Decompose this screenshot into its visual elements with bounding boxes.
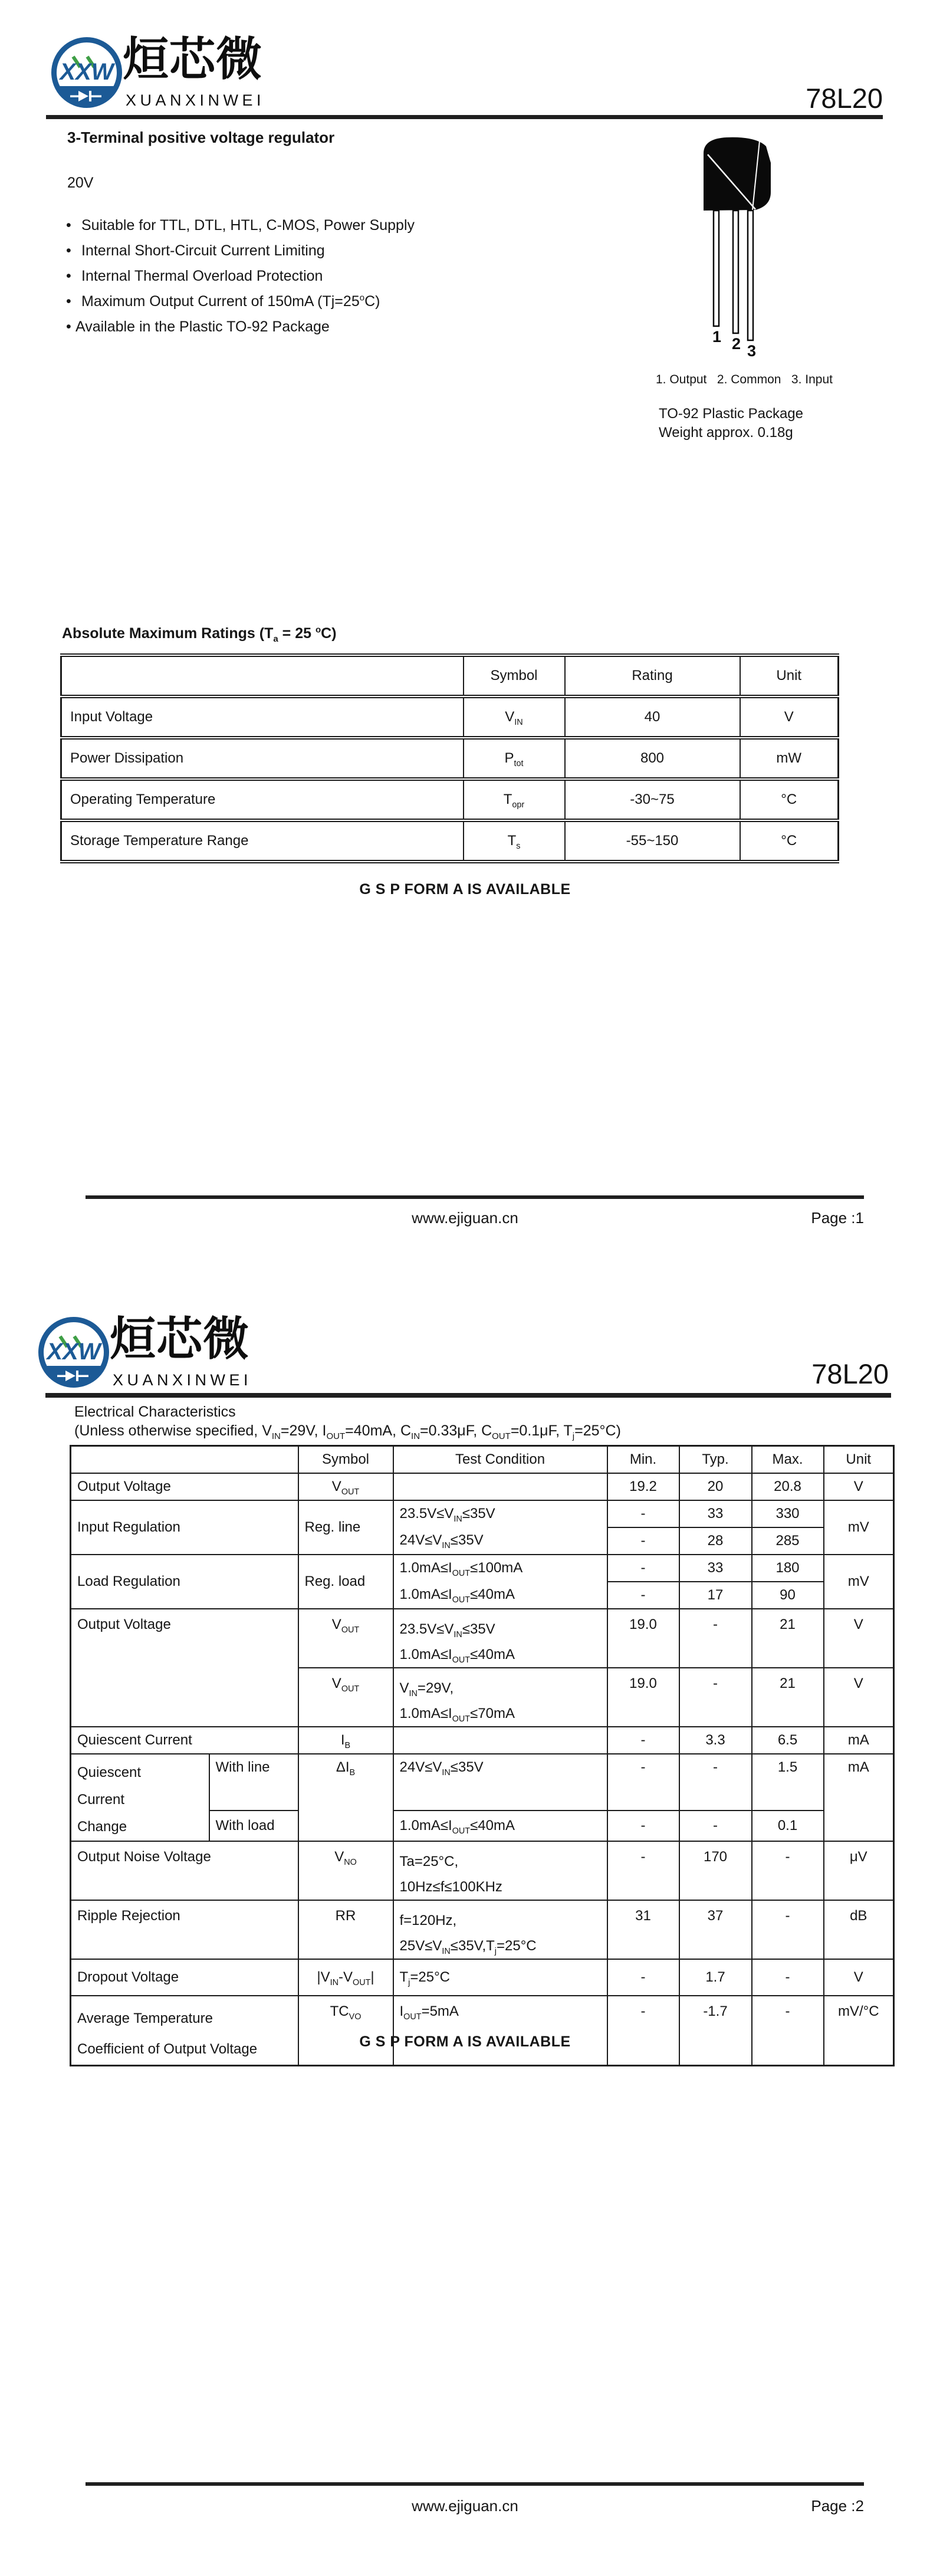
brand-name-cn: 烜芯微 [123, 33, 263, 86]
max-header-cell: Max. [752, 1446, 824, 1473]
min-cell: - [607, 1555, 679, 1582]
rating-cell: 40 [565, 696, 740, 738]
footer-website: www.ejiguan.cn [412, 2497, 518, 2515]
typ-cell: - [679, 1668, 752, 1727]
max-cell: 180 [752, 1555, 824, 1582]
pin-number: 2 [732, 335, 741, 353]
typ-cell: - [679, 1609, 752, 1668]
symbol-header-cell: Symbol [464, 655, 565, 696]
to92-package-drawing [696, 134, 784, 362]
feature-text: Internal Short-Circuit Current Limiting [81, 242, 325, 259]
param-cell: Power Dissipation [61, 738, 464, 779]
section-title: Electrical Characteristics [74, 1404, 236, 1420]
feature-item [66, 242, 415, 268]
feature-text: Maximum Output Current of 150mA $(Tj=25^oC)$ [81, 293, 380, 310]
logo-mark-icon [38, 1316, 110, 1388]
param-cell: Quiescent Current Change [71, 1754, 209, 1841]
electrical-characteristics-table [70, 1445, 895, 2066]
cond-header-cell: Test Condition [393, 1446, 607, 1473]
bullet-icon: • [66, 242, 71, 259]
typ-cell: 17 [679, 1582, 752, 1609]
footer-website: www.ejiguan.cn [412, 1209, 518, 1227]
row-ripple-rejection [71, 1900, 894, 1959]
to92-lead [714, 211, 719, 326]
max-cell: 1.5 [752, 1754, 824, 1811]
unit-cell: μV [824, 1841, 894, 1900]
cond-cell [393, 1727, 607, 1754]
table-row [61, 738, 839, 779]
cond-cell: $23.5V\le V_{IN}\le 35V$ [393, 1500, 607, 1527]
bullet-icon: • [66, 217, 71, 234]
brand-logo [38, 1315, 297, 1398]
max-cell: 285 [752, 1527, 824, 1555]
row-output-voltage [71, 1473, 894, 1500]
pin-number: 3 [747, 342, 757, 360]
min-cell: - [607, 1500, 679, 1527]
gsp-notice: G S P FORM A IS AVAILABLE [359, 881, 571, 898]
unit-header-cell: Unit [740, 655, 839, 696]
param-cell: Operating Temperature [61, 779, 464, 820]
row-quiescent-change [71, 1754, 894, 1811]
unit-cell: V [824, 1473, 894, 1500]
param-cell: Input Voltage [61, 696, 464, 738]
symbol-cell: $T_{opr}$ [464, 779, 565, 820]
typ-cell: 33 [679, 1500, 752, 1527]
cond-cell: $24V\le V_{IN}\le 35V$ [393, 1754, 607, 1811]
typ-cell: 28 [679, 1527, 752, 1555]
abs-max-title: Absolute Maximum Ratings ($T_a = 25$ $^o$C) [62, 625, 337, 644]
symbol-cell: $|V_{IN}-V_{OUT}|$ [298, 1959, 393, 1996]
part-number: 78L20 [806, 83, 883, 114]
to92-lead [733, 211, 738, 333]
symbol-cell: $TC_{VO}$ [298, 1996, 393, 2066]
footer-page-label: Page :1 [811, 1209, 864, 1227]
cond-cell: $23.5V\le V_{IN}\le 35V$ $1.0mA\le I_{OUT}\le 40mA$ [393, 1609, 607, 1668]
feature-text: Available in the Plastic TO-92 Package [75, 318, 330, 335]
param-cell: Quiescent Current [71, 1727, 298, 1754]
min-cell: - [607, 1811, 679, 1841]
cond-cell: $1.0mA\le I_{OUT}\le 40mA$ [393, 1582, 607, 1609]
unit-cell: mV [824, 1555, 894, 1609]
cond-cell: f=120Hz, $25V\le V_{IN}\le 35V,T_j=25^\circ C$ [393, 1900, 607, 1959]
param-cell: Load Regulation [71, 1555, 298, 1609]
typ-cell: 20 [679, 1473, 752, 1500]
min-cell: 19.0 [607, 1609, 679, 1668]
bullet-icon: • [66, 293, 71, 310]
cond-cell: $I_{OUT}=5mA$ [393, 1996, 607, 2066]
unit-cell: °C [740, 779, 839, 820]
table-row [61, 779, 839, 820]
feature-item [66, 318, 415, 344]
unit-cell: mV/°C [824, 1996, 894, 2066]
row-dropout-voltage [71, 1959, 894, 1996]
max-cell: 330 [752, 1500, 824, 1527]
feature-item [66, 217, 415, 242]
min-cell: - [607, 1996, 679, 2066]
max-cell: 6.5 [752, 1727, 824, 1754]
max-cell: - [752, 1900, 824, 1959]
typ-cell: - [679, 1811, 752, 1841]
symbol-cell: $V_{OUT}$ [298, 1668, 393, 1727]
typ-cell: - [679, 1754, 752, 1811]
bullet-icon: • [66, 268, 71, 284]
min-cell: - [607, 1727, 679, 1754]
symbol-cell: Reg. line [298, 1500, 393, 1555]
package-caption [659, 405, 803, 442]
cond-cell: $1.0mA\le I_{OUT}\le 100mA$ [393, 1555, 607, 1582]
param-cell: Storage Temperature Range [61, 820, 464, 862]
logo-monogram: XXW [60, 59, 114, 85]
cond-cell: $24V\le V_{IN}\le 35V$ [393, 1527, 607, 1555]
param-cell: Average Temperature Coefficient of Output Voltage [71, 1996, 298, 2066]
brand-logo [51, 35, 310, 118]
gsp-notice: G S P FORM A IS AVAILABLE [359, 2033, 571, 2050]
min-cell: - [607, 1527, 679, 1555]
row-quiescent-current [71, 1727, 894, 1754]
row-temp-coefficient [71, 1996, 894, 2066]
rating-header-cell: Rating [565, 655, 740, 696]
pin-legend: 1. Output 2. Common 3. Input [656, 373, 833, 386]
typ-cell: 33 [679, 1555, 752, 1582]
unit-cell: dB [824, 1900, 894, 1959]
typ-cell: 1.7 [679, 1959, 752, 1996]
feature-text: Suitable for TTL, DTL, HTL, C-MOS, Power Supply [81, 217, 415, 234]
brand-name-en: XUANXINWEI [113, 1371, 252, 1389]
table-header-row [61, 655, 839, 696]
symbol-cell: $T_s$ [464, 820, 565, 862]
param-cell: Ripple Rejection [71, 1900, 298, 1959]
row-output-voltage-range [71, 1609, 894, 1668]
header-rule [46, 115, 883, 119]
symbol-cell: $V_{IN}$ [464, 696, 565, 738]
logo-monogram: XXW [47, 1339, 101, 1365]
feature-item [66, 293, 415, 318]
max-cell: - [752, 1959, 824, 1996]
typ-cell: -1.7 [679, 1996, 752, 2066]
rating-cell: 800 [565, 738, 740, 779]
header-rule [45, 1393, 891, 1398]
brand-name-en: XUANXINWEI [126, 91, 265, 109]
max-cell: 90 [752, 1582, 824, 1609]
param-cell: Dropout Voltage [71, 1959, 298, 1996]
to92-body [704, 137, 771, 211]
to92-lead [748, 211, 753, 340]
symbol-cell: $P_{tot}$ [464, 738, 565, 779]
unit-cell: V [824, 1668, 894, 1727]
logo-mark-icon [51, 37, 123, 109]
typ-header-cell: Typ. [679, 1446, 752, 1473]
param-cell: Output Voltage [71, 1609, 298, 1727]
unit-header-cell: Unit [824, 1446, 894, 1473]
param-cell: Input Regulation [71, 1500, 298, 1555]
max-cell: 21 [752, 1609, 824, 1668]
symbol-cell: $V_{OUT}$ [298, 1609, 393, 1668]
cond-cell: $V_{IN}=29V$, $1.0mA\le I_{OUT}\le 70mA$ [393, 1668, 607, 1727]
symbol-cell: $V_{NO}$ [298, 1841, 393, 1900]
abs-max-table [60, 653, 839, 863]
part-number: 78L20 [811, 1358, 889, 1389]
max-cell: 21 [752, 1668, 824, 1727]
param-cell: Output Voltage [71, 1473, 298, 1500]
rating-cell: -55~150 [565, 820, 740, 862]
unit-cell: V [740, 696, 839, 738]
param-cell: Output Noise Voltage [71, 1841, 298, 1900]
symbol-cell: RR [298, 1900, 393, 1959]
max-cell: - [752, 1841, 824, 1900]
row-load-regulation [71, 1555, 894, 1582]
unit-cell: °C [740, 820, 839, 862]
row-input-regulation [71, 1500, 894, 1527]
unit-cell: mV [824, 1500, 894, 1555]
output-voltage-value: 20V [67, 175, 94, 191]
table-row [61, 820, 839, 862]
unit-cell: V [824, 1609, 894, 1668]
param-header-cell [71, 1446, 298, 1473]
typ-cell: 3.3 [679, 1727, 752, 1754]
unit-cell: mA [824, 1727, 894, 1754]
subrow-label-cell: With line [209, 1754, 298, 1811]
typ-cell: 170 [679, 1841, 752, 1900]
cond-cell [393, 1473, 607, 1500]
min-cell: 19.2 [607, 1473, 679, 1500]
footer-rule [86, 1195, 864, 1199]
test-conditions: (Unless otherwise specified, $V_{IN}=29V$, $I_{OUT}=40mA$, $C_{IN}=0.33\mu F$, $C_{OUT}=0.1\mu F$, $T_j=25^\circ C$) [74, 1422, 621, 1441]
max-cell: 0.1 [752, 1811, 824, 1841]
min-cell: 19.0 [607, 1668, 679, 1727]
feature-list [66, 217, 415, 344]
cond-cell: Ta=25°C, 10Hz≤f≤100KHz [393, 1841, 607, 1900]
unit-cell: mA [824, 1754, 894, 1841]
min-cell: - [607, 1754, 679, 1811]
footer-rule [86, 2482, 864, 2486]
package-caption-line: Weight approx. 0.18g [659, 425, 793, 441]
typ-cell: 37 [679, 1900, 752, 1959]
page-title: 3-Terminal positive voltage regulator [67, 129, 335, 146]
bullet-icon: • [66, 318, 71, 335]
feature-text: Internal Thermal Overload Protection [81, 268, 323, 284]
rating-cell: -30~75 [565, 779, 740, 820]
symbol-header-cell: Symbol [298, 1446, 393, 1473]
symbol-cell: Reg. load [298, 1555, 393, 1609]
min-cell: - [607, 1841, 679, 1900]
table-header-row [71, 1446, 894, 1473]
min-header-cell: Min. [607, 1446, 679, 1473]
footer-page-label: Page :2 [811, 2497, 864, 2515]
feature-item [66, 268, 415, 293]
param-header-cell [61, 655, 464, 696]
row-output-noise [71, 1841, 894, 1900]
pin-number: 1 [712, 328, 722, 346]
symbol-cell: $V_{OUT}$ [298, 1473, 393, 1500]
package-caption-line: TO-92 Plastic Package [659, 406, 804, 422]
min-cell: - [607, 1582, 679, 1609]
min-cell: 31 [607, 1900, 679, 1959]
cond-cell: $1.0mA\le I_{OUT}\le 40mA$ [393, 1811, 607, 1841]
max-cell: - [752, 1996, 824, 2066]
min-cell: - [607, 1959, 679, 1996]
max-cell: 20.8 [752, 1473, 824, 1500]
symbol-cell: $I_B$ [298, 1727, 393, 1754]
brand-name-cn: 烜芯微 [110, 1313, 250, 1366]
subrow-label-cell: With load [209, 1811, 298, 1841]
table-row [61, 696, 839, 738]
cond-cell: $T_j=25^\circ C$ [393, 1959, 607, 1996]
symbol-cell: $\Delta I_B$ [298, 1754, 393, 1841]
unit-cell: V [824, 1959, 894, 1996]
unit-cell: mW [740, 738, 839, 779]
